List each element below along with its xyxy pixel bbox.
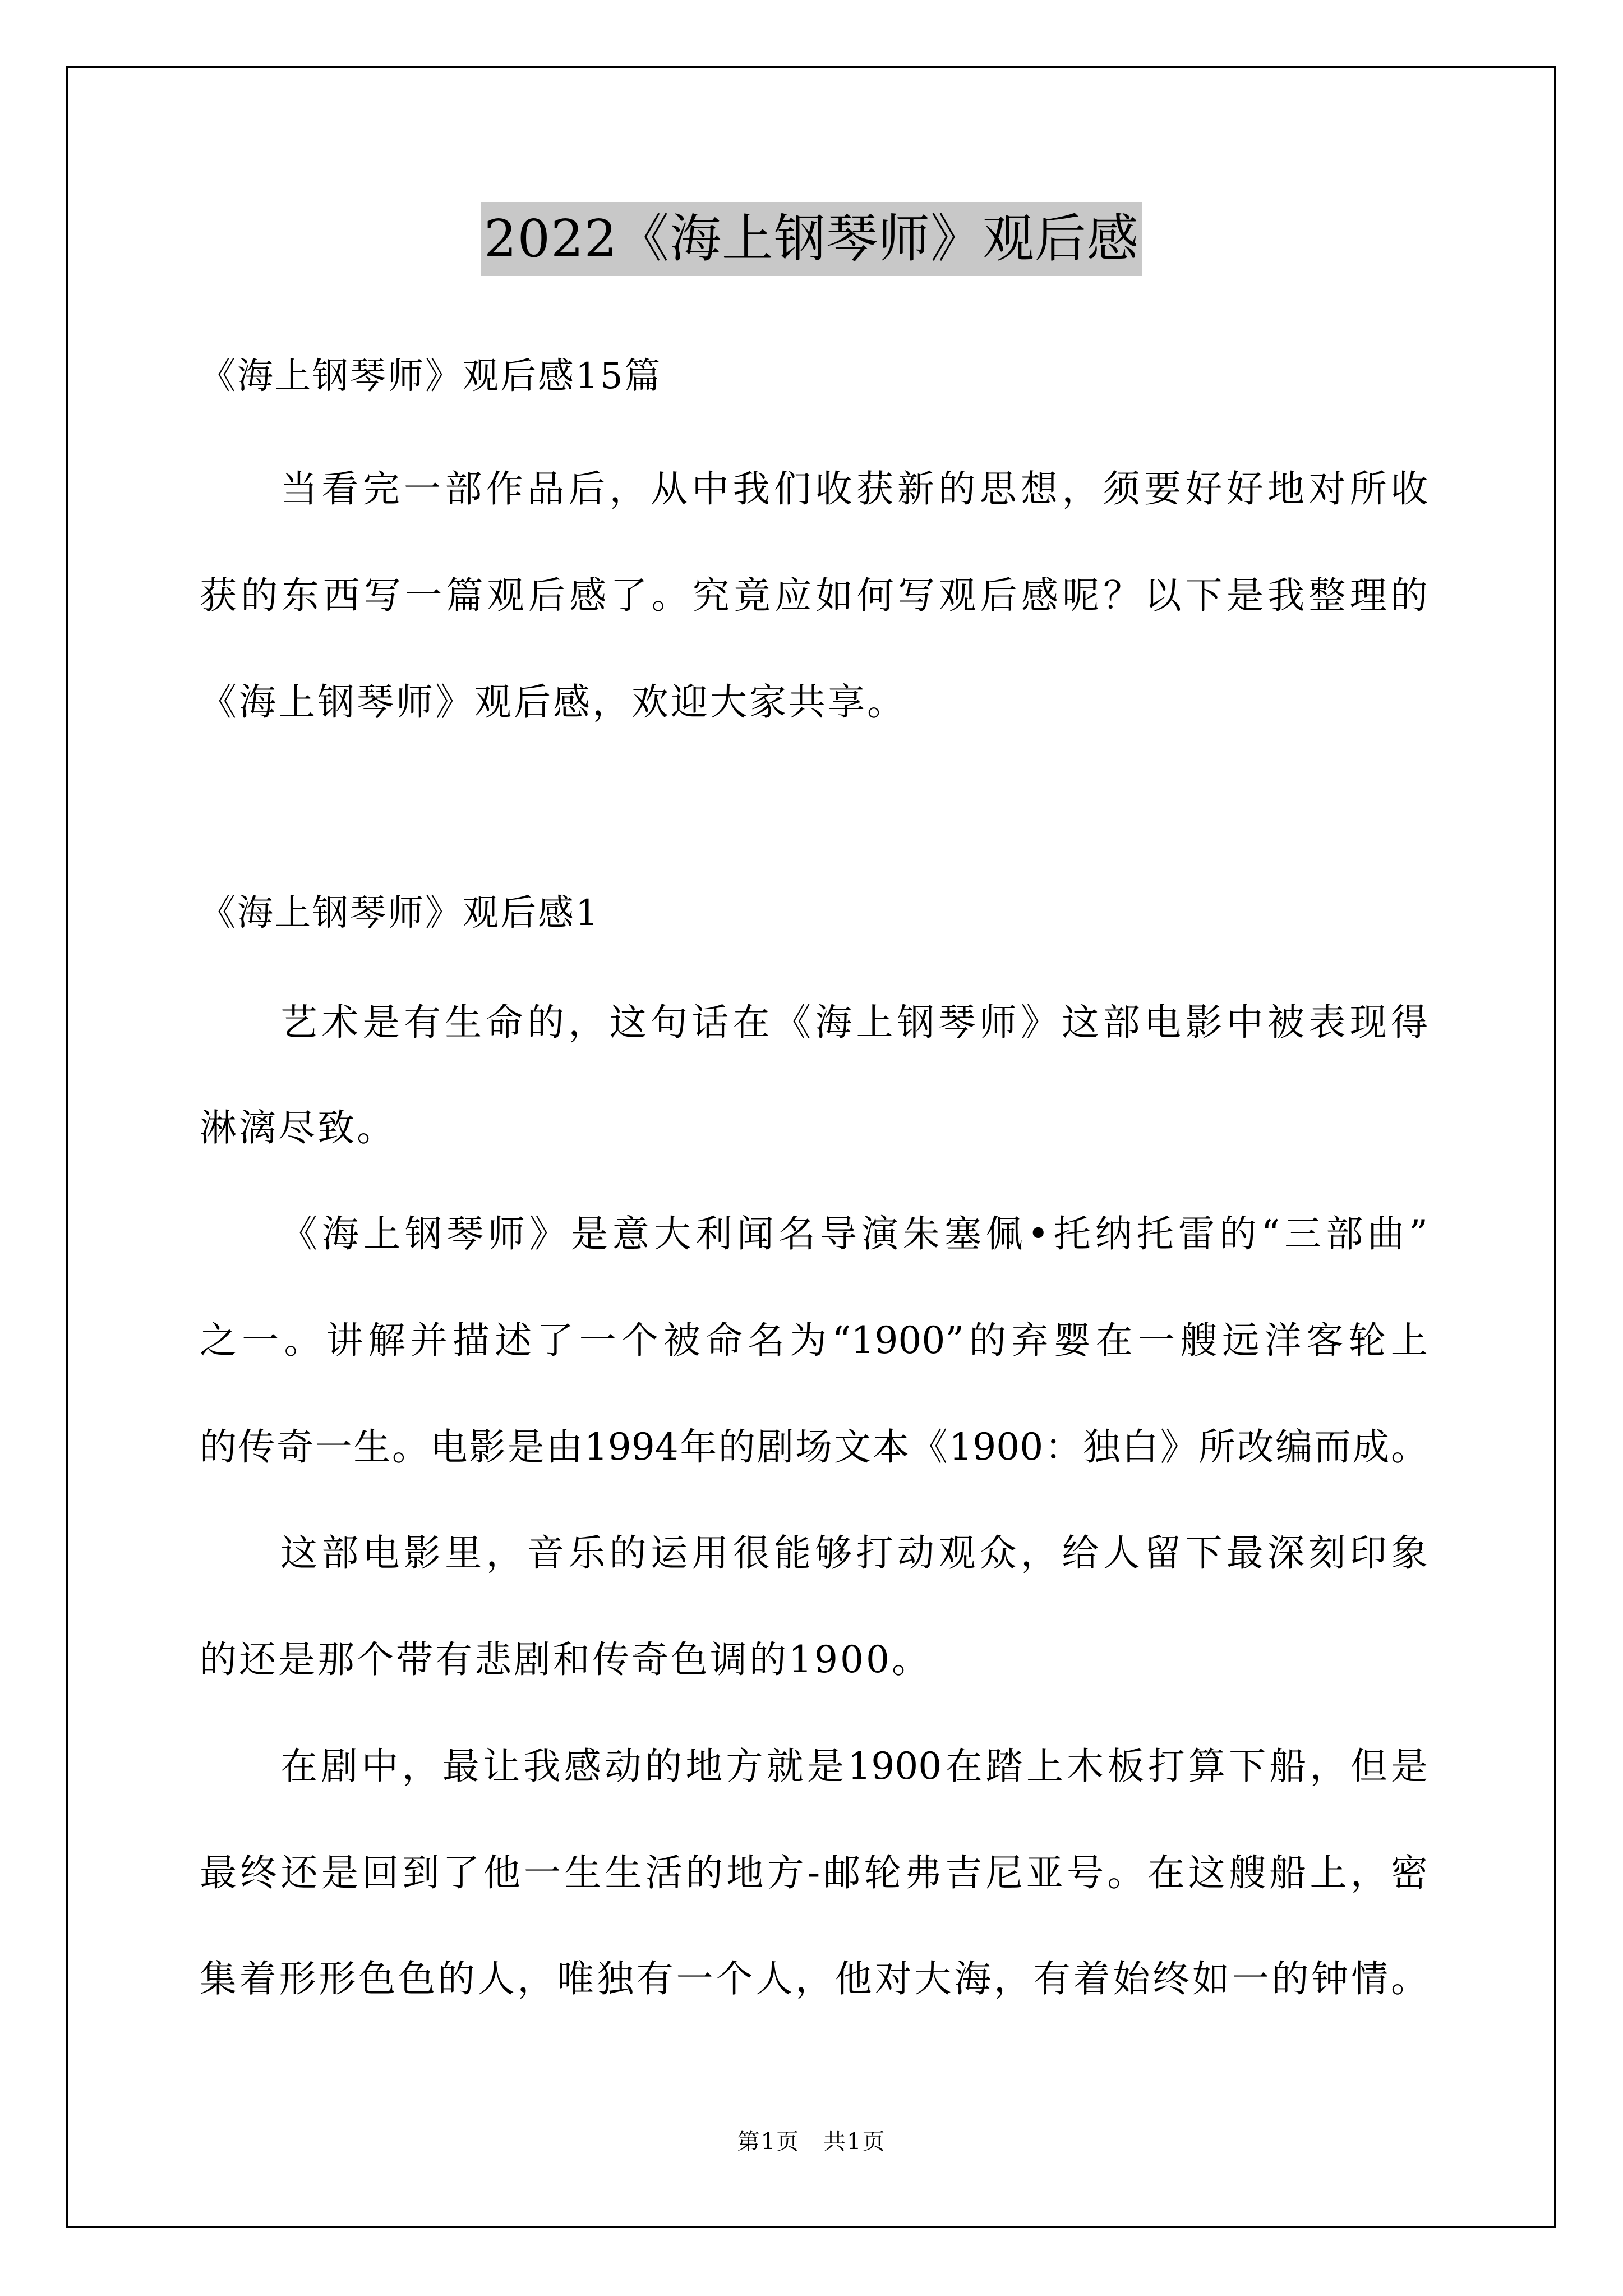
body-paragraph-line: 的还是那个带有悲剧和传奇色调的1900。: [200, 1638, 931, 1681]
body-paragraph-line: 最终还是回到了他一生生活的地方-邮轮弗吉尼亚号。在这艘船上，密: [200, 1851, 1428, 1894]
body-paragraph-line: 艺术是有生命的，这句话在《海上钢琴师》这部电影中被表现得: [280, 1001, 1428, 1044]
body-paragraph-line: 集着形形色色的人，唯独有一个人，他对大海，有着始终如一的钟情。: [200, 1957, 1428, 2000]
body-paragraph-line: 这部电影里，音乐的运用很能够打动观众，给人留下最深刻印象: [280, 1531, 1428, 1575]
section-heading: 《海上钢琴师》观后感1: [200, 892, 600, 934]
document-title: 2022《海上钢琴师》观后感: [481, 202, 1142, 276]
title-container: [0, 202, 1623, 276]
body-paragraph-line: 之一。讲解并描述了一个被命名为“1900”的弃婴在一艘远洋客轮上: [200, 1319, 1428, 1362]
body-paragraph-line: 《海上钢琴师》是意大利闻名导演朱塞佩•托纳托雷的“三部曲”: [280, 1212, 1428, 1255]
subtitle-line: 《海上钢琴师》观后感15篇: [200, 356, 662, 397]
intro-paragraph-line: 《海上钢琴师》观后感，欢迎大家共享。: [200, 680, 906, 724]
intro-paragraph-line: 当看完一部作品后，从中我们收获新的思想，须要好好地对所收: [280, 467, 1428, 510]
body-paragraph-line: 的传奇一生。电影是由1994年的剧场文本《1900：独白》所改编而成。: [200, 1425, 1428, 1469]
body-paragraph-line: 在剧中，最让我感动的地方就是1900在踏上木板打算下船，但是: [280, 1745, 1428, 1788]
body-paragraph-line: 淋漓尽致。: [200, 1106, 396, 1149]
intro-paragraph-line: 获的东西写一篇观后感了。究竟应如何写观后感呢？以下是我整理的: [200, 574, 1428, 617]
page-number-footer: 第1页 共1页: [737, 2129, 886, 2155]
